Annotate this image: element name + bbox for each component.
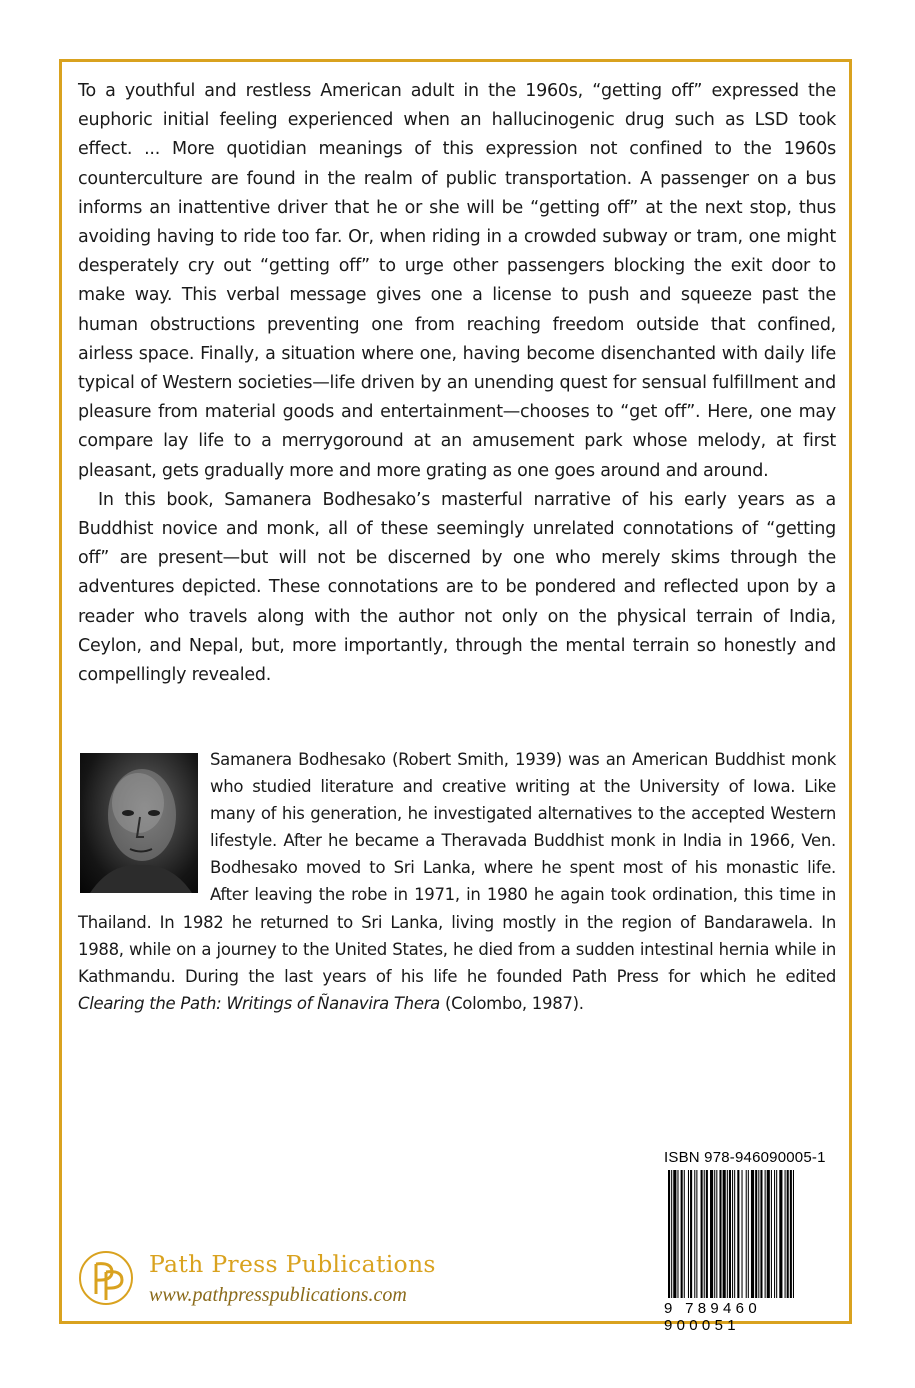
barcode-bar bbox=[787, 1170, 789, 1298]
barcode-bar bbox=[716, 1170, 717, 1298]
barcode-bar bbox=[719, 1170, 721, 1298]
barcode-bar bbox=[704, 1170, 705, 1298]
barcode-bar bbox=[755, 1170, 757, 1298]
barcode-bar bbox=[751, 1170, 754, 1298]
barcode-bar bbox=[737, 1170, 739, 1298]
barcode-bar bbox=[684, 1170, 685, 1298]
barcode-bar bbox=[793, 1170, 794, 1298]
barcode-bar bbox=[696, 1170, 697, 1298]
blurb-paragraph-1: To a youthful and restless American adult in the 1960s, “getting off” expressed the euphoric initial feeling experienced when an hallucinogenic drug such as LSD took effect. ... More quotidian meanings of this expression not confined to the 1960s counterculture are found in the realm of public transportation. A passenger on a bus informs an inattentive driver that he or she will be “getting off” at the next stop, thus avoiding having to ride too far. Or, when riding in a crowded subway or tram, one might desperately cry out “getting off” to urge other passengers blocking the exit door to make way. This verbal message gives one a license to push and squeeze past the human obstructions preventing one from reaching freedom outside that confined, airless space. Finally, a situation where one, having become disenchanted with daily life typical of Western societies—life driven by an unending quest for sensual fulfillment and pleasure from material goods and entertainment—chooses to “get off”. Here, one may compare lay life to a merrygoround at an amusement park whose melody, at first pleasant, gets gradually more and more grating as one goes around and around. bbox=[78, 81, 836, 481]
barcode-bar bbox=[723, 1170, 726, 1298]
barcode-bar bbox=[701, 1170, 703, 1298]
barcode-bar bbox=[690, 1170, 692, 1298]
barcode-bar bbox=[746, 1170, 747, 1298]
barcode-bar bbox=[760, 1170, 762, 1298]
barcode-bar bbox=[765, 1170, 766, 1298]
isbn-barcode bbox=[664, 1170, 836, 1302]
author-bio-text: Samanera Bodhesako (Robert Smith, 1939) was an American Buddhist monk who studied literature and creative writing at the University of Iowa. Like many of his generation, he investigated alternatives to the accepted Western lifestyle. After he became a Theravada Buddhist monk in India in 1966, Ven. Bodhesako moved to Sri Lanka, where he spent most of his monastic life. After leaving the robe in 1971, in 1980 he again took ordination, this time in Thailand. In 1982 he returned to Sri Lanka, living mostly in the region of Bandarawela. In 1988, while on a journey to the United States, he died from a sudden intestinal hernia while in Kathmandu. During the last years of his life he founded Path Press for which he edited bbox=[78, 750, 836, 986]
barcode-bar bbox=[727, 1170, 728, 1298]
barcode-bar bbox=[758, 1170, 759, 1298]
barcode-bar bbox=[694, 1170, 695, 1298]
author-bio-text-end: (Colombo, 1987). bbox=[440, 993, 584, 1013]
barcode-bar bbox=[710, 1170, 713, 1298]
pp-monogram-icon bbox=[78, 1250, 134, 1306]
barcode-bar bbox=[774, 1170, 775, 1298]
barcode-bar bbox=[714, 1170, 715, 1298]
barcode-bar bbox=[706, 1170, 708, 1298]
barcode-digits: 9 789460 900051 bbox=[664, 1300, 761, 1334]
barcode-bar bbox=[767, 1170, 770, 1298]
author-portrait-icon bbox=[80, 753, 198, 893]
author-bio bbox=[78, 746, 836, 1017]
barcode-bar bbox=[668, 1170, 670, 1298]
barcode-bar bbox=[771, 1170, 772, 1298]
barcode-bar bbox=[681, 1170, 683, 1298]
back-cover-blurb bbox=[78, 77, 836, 690]
barcode-bar bbox=[673, 1170, 676, 1298]
edited-book-title: Clearing the Path: Writings of Ñanavira Thera bbox=[78, 993, 440, 1013]
barcode-bar bbox=[779, 1170, 782, 1298]
barcode-bar bbox=[671, 1170, 672, 1298]
barcode-bar bbox=[677, 1170, 678, 1298]
publisher-website[interactable]: www.pathpresspublications.com bbox=[149, 1284, 407, 1306]
barcode-bar bbox=[734, 1170, 735, 1298]
barcode-bar bbox=[790, 1170, 792, 1298]
barcode-bar bbox=[776, 1170, 777, 1298]
barcode-bar bbox=[729, 1170, 731, 1298]
barcode-bar bbox=[748, 1170, 749, 1298]
barcode-bar bbox=[732, 1170, 733, 1298]
author-photo bbox=[80, 753, 198, 893]
barcode-bar bbox=[785, 1170, 786, 1298]
isbn-label: ISBN 978-946090005-1 bbox=[664, 1149, 826, 1166]
barcode-bar bbox=[688, 1170, 689, 1298]
publisher-name: Path Press Publications bbox=[149, 1250, 436, 1278]
barcode-bar bbox=[742, 1170, 743, 1298]
blurb-paragraph-2: In this book, Samanera Bodhesako’s masterful narrative of his early years as a Buddhist novice and monk, all of these seemingly unrelated connotations of “getting off” are present—but will not be discerned by one who merely skims through the adventures depicted. These connotations are to be pondered and reflected upon by a reader who travels along with the author not only on the physical terrain of India, Ceylon, and Nepal, but, more importantly, through the mental terrain so honestly and compellingly revealed. bbox=[78, 489, 836, 686]
